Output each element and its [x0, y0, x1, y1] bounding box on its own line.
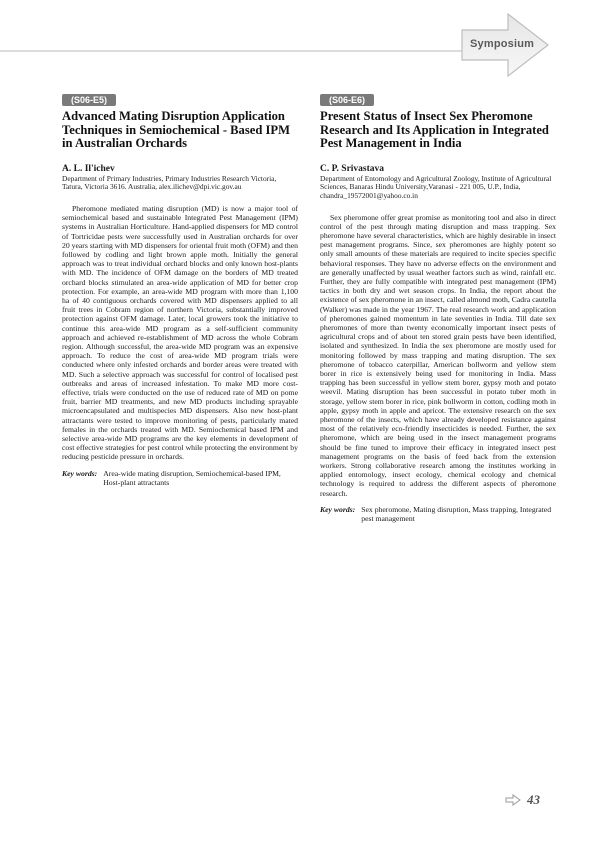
abstract-body: Sex pheromone offer great promise as monitoring tool and also in direct control of the pest through mating disruption and mass trapping. Sex pheromone have several characteristics, which are highly desirable in insect pest management programs. Since, sex pheromones are highly potent so only small amounts of these materials are required to incite species specific behavioral responses. They have no adverse effects on the environment and are generally unaffected by usual weather factors such as wind, rainfall etc. Further, they are fully compatible with integrated pest management (IPM) tactics in both dry and wet season crops. In India, the report about the existence of sex pheromone in an insect, called almond moth, Cadra cautella (Walker) was made in the year 1967. The real research work and application of pheromones gained momentum in late seventies in India. Till date sex pheromones of more than twenty economically important insect pests of agricultural crops and of about ten stored grain pests have been identified, isolated and synthesized. In India the sex pheromone are mostly used for monitoring followed by mass trapping and mating disruption. The sex pheromone of tobacco caterpillar, American bollworm and yellow stem borer in rice is extensively being used for monitoring in India. Mass trapping has been successful in yellow stem borer, gypsy moth and potato weevil. Mating disruption has been successful in potato tuber moth in storage, yellow stem borer in rice, pink bollworm in cotton, codling moth in apple, gypsy moth in apple and apricot. The extensive research on the sex pheromone of the insects, which have already developed resistance against most of the relatively eco-friendly insecticides is needed. Further, the sex pheromone, which are being used in the insect management programs should be fine tuned to improve their efficacy in integrated insect pest management programs on the basis of feed back from the extension workers. Strong collaborative research among the institutes working in applied entomology, insect ecology, chemical ecology and chemical technology is required to address the different aspects of pheromone research.	[320, 212, 556, 498]
keywords-row	[320, 505, 556, 523]
arrow-right-icon	[505, 794, 521, 806]
keywords-label: Key words:	[62, 468, 98, 478]
section-label: Symposium	[470, 38, 535, 50]
author-affiliation: Department of Entomology and Agricultural Zoology, Institute of Agricultural Sciences, Banaras Hindu University,Varanasi - 221 005, U.P., India, chandra_19572001@yahoo.co.in	[320, 173, 552, 200]
session-code-badge: (S06-E5)	[62, 94, 116, 106]
abstract-body: Pheromone mediated mating disruption (MD) is now a major tool of semiochemical based and sustainable Integrated Pest Management (IPM) systems in Australian Horticulture. Hand-applied dispensers for MD control of Tortricidae pests were successfully used in Australian orchards for over 20 years starting with MD dispensers for oriental fruit moth (OFM) and then followed by codling and light brown apple moth. Initially the general approach was to treat individual orchard blocks and only known host-plants with MD. The incidence of OFM damage on the borders of MD treated orchard blocks stimulated an area-wide application of MD for better crop protection. For example, an area-wide MD program with more than 1,100 ha of 40 contiguous orchards covered with MD dispensers applied to all fruit trees in Cobram region of northern Victoria, substantially improved protection against OFM damage. Later, local growers took the initiative to continue this area-wide MD program as a self-sufficient community approach and achieved re-establishment of MD across the whole Cobram region. Although successful, the area-wide MD program was an expensive approach. To reduce the cost of area-wide MD program trials were conducted where only infested orchards and border areas were treated with MD. Such a selective approach was successful for control of localised pest outbreaks and areas of increased infestation. To make MD more cost-effective, trials were conducted on the use of reduced rate of MD on pome fruit, barrier MD treatments, and new MD products including sprayable microencapsulated and multispecies MD dispensers. Also new host-plant attractants were tested to improve monitoring of pests, particularly mated females in the orchards treated with MD. Semiochemical based IPM and selective area-wide MD programs are the key elements in development of cost effective strategies for pest control while protecting the environment by reducing pesticide pressure in orchards.	[62, 203, 298, 462]
keywords-text: Sex pheromone, Mating disruption, Mass trapping, Integrated pest management	[361, 504, 552, 524]
keywords-row	[62, 469, 298, 487]
keywords-label: Key words:	[320, 504, 356, 514]
left-article	[62, 90, 298, 487]
article-title: Advanced Mating Disruption Application Techniques in Semiochemical - Based IPM in Australian Orchards	[62, 109, 290, 151]
page-number: 43	[527, 792, 540, 807]
page-footer	[505, 792, 540, 808]
keywords-text: Area-wide mating disruption, Semiochemical-based IPM, Host-plant attractants	[103, 468, 281, 487]
author-name: C. P. Srivastava	[320, 163, 385, 174]
session-code-badge: (S06-E6)	[320, 94, 374, 106]
author-name: A. L. Il'ichev	[62, 163, 115, 174]
article-title: Present Status of Insect Sex Pheromone Research and Its Application in Integrated Pest Management in India	[320, 109, 549, 151]
author-affiliation: Department of Primary Industries, Primary Industries Research Victoria, Tatura, Victoria 3616. Australia, alex.ilichev@dpi.vic.gov.au	[62, 173, 277, 192]
right-article	[320, 90, 556, 523]
